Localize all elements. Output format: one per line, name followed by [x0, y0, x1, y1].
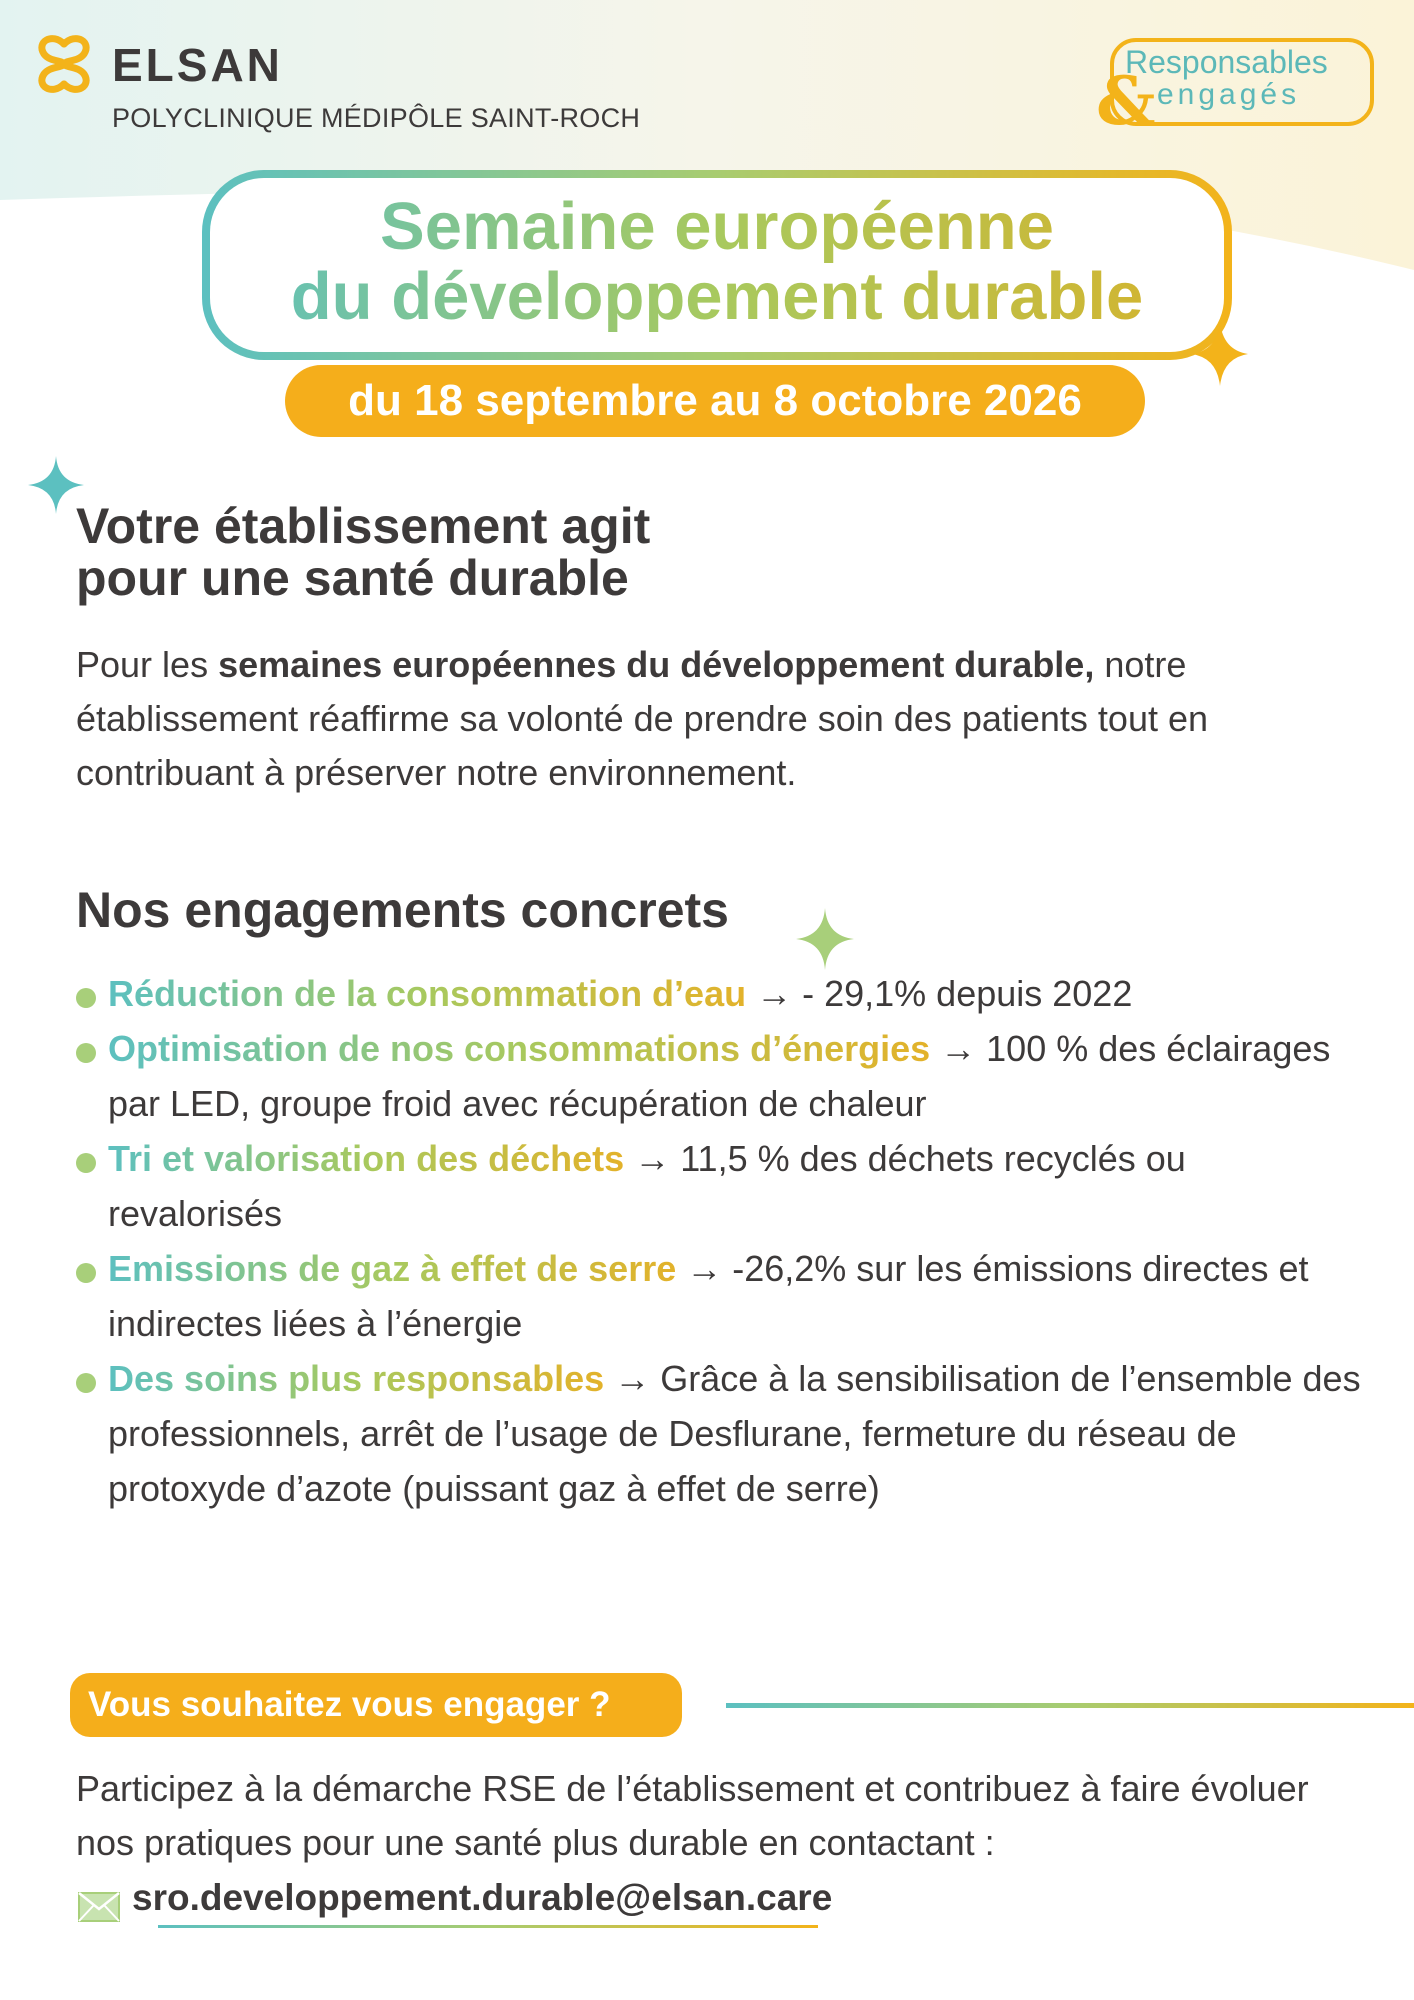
banner-title: [202, 189, 1232, 334]
sparkle-icon: [796, 908, 854, 970]
intro-heading-line1: Votre établissement agit: [76, 498, 651, 554]
list-item: [76, 1131, 1366, 1241]
engagement-title: Emissions de gaz à effet de serre: [108, 1248, 677, 1289]
badge-line1: Responsables: [1125, 44, 1328, 80]
engagement-title: Tri et valorisation des déchets: [108, 1138, 625, 1179]
intro-heading: [76, 500, 650, 604]
brand-name: ELSAN: [112, 39, 283, 91]
cta-divider: [726, 1703, 1414, 1708]
cta-pill: Vous souhaitez vous engager ?: [70, 1673, 682, 1737]
date-range: du 18 septembre au 8 octobre 2026: [285, 365, 1145, 437]
list-item: [76, 966, 1366, 1021]
intro-heading-line2: pour une santé durable: [76, 550, 629, 606]
banner-title-line2: du développement durable: [290, 259, 1144, 334]
list-item: [76, 1241, 1366, 1351]
engagement-text: → 100 % des éclairages par LED, groupe froid avec récupération de chaleur: [108, 1028, 1331, 1124]
banner-title-line1: Semaine européenne: [380, 189, 1054, 264]
intro-text-rest: notre établissement réaffirme sa volonté de prendre soin des patients tout en contribuant à préserver notre environnement.: [76, 644, 1209, 793]
engagements-heading: Nos engagements concrets: [76, 882, 729, 938]
cta-text: Participez à la démarche RSE de l’établissement et contribuez à faire évoluer nos pratiques pour une santé plus durable en contactant :: [76, 1768, 1309, 1863]
email-underline: [158, 1925, 818, 1928]
contact-email-link[interactable]: sro.developpement.durable@elsan.care: [132, 1877, 833, 1918]
engagement-title: Réduction de la consommation d’eau: [108, 973, 747, 1014]
list-item: [76, 1021, 1366, 1131]
engagement-title: Optimisation de nos consommations d’énergies: [108, 1028, 931, 1069]
engagement-title: Des soins plus responsables: [108, 1358, 605, 1399]
list-item: [76, 1351, 1366, 1516]
engagement-text: → -26,2% sur les émissions directes et indirectes liées à l’énergie: [108, 1248, 1309, 1344]
intro-text: [76, 638, 1316, 800]
engagements-list: [76, 966, 1366, 1516]
elsan-s-icon: [34, 34, 94, 94]
engagement-text: → Grâce à la sensibilisation de l’ensemble des professionnels, arrêt de l’usage de Desflurane, fermeture du réseau de protoxyde d’azote (puissant gaz à effet de serre): [108, 1358, 1361, 1509]
badge-ampersand: &: [1096, 62, 1156, 140]
engagement-text: → 11,5 % des déchets recyclés ou revalorisés: [108, 1138, 1186, 1234]
facility-name: POLYCLINIQUE MÉDIPÔLE SAINT-ROCH: [112, 103, 641, 133]
sparkle-icon: [1192, 322, 1248, 386]
envelope-icon: [78, 1892, 120, 1922]
intro-text-bold: semaines européennes du développement durable,: [218, 644, 1095, 685]
badge-line2: engagés: [1157, 78, 1301, 111]
engagement-text: → - 29,1% depuis 2022: [746, 973, 1133, 1014]
intro-text-prefix: Pour les: [76, 644, 219, 685]
